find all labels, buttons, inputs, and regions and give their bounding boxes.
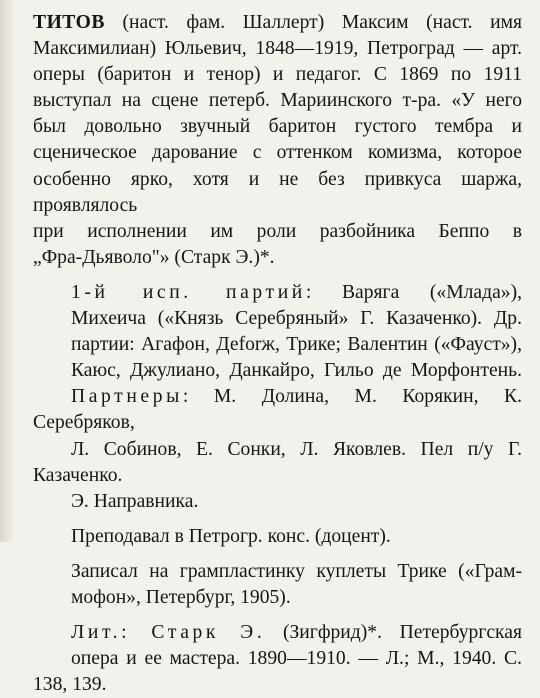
roles-label: 1-й исп. партий: [71, 281, 306, 303]
partners-line: Л. Собинов, Е. Сонки, Л. Яковлев. Пел п/у Г. Казаченко.: [33, 438, 522, 486]
bio-line: выступал на сцене петерб. Мариинского т-ра. «У него: [33, 90, 522, 112]
entry-literature: [33, 620, 522, 698]
roles-line: : Варяга («Млада»),: [305, 281, 522, 303]
literature-line: опера и ее мастера. 1890—1910. — Л.; М., 1940. С. 138, 139.: [33, 648, 522, 696]
recording-line: мофон», Петербург, 1905).: [71, 586, 291, 608]
literature-label: Лит.: Старк Э.: [71, 622, 266, 644]
partners-label: Партнеры: [71, 386, 183, 408]
bio-line: особенно ярко, хотя и не без привкуса шаржа, проявлялось: [33, 168, 522, 216]
entry-roles: [33, 280, 522, 515]
entry-teaching: [33, 524, 522, 550]
bio-line: при исполнении им роли разбойника Беппо в: [33, 220, 522, 242]
partners-line: Э. Направника.: [71, 490, 199, 512]
roles-line: Каюс, Джулиано, Данкайро, Гильо де Морфонтень.: [71, 360, 522, 382]
roles-line: Михеича («Князь Серебряный» Г. Казаченко). Др.: [71, 308, 522, 330]
bio-line: сценическое дарование с оттенком комизма, которое: [33, 142, 522, 164]
bio-line: Максимилиан) Юльевич, 1848—1919, Петроград — арт.: [33, 38, 522, 60]
partners-line: : М. Долина, М. Корякин, К. Серебряков,: [33, 386, 522, 434]
entry-headword: ТИТОВ: [33, 12, 105, 33]
bio-line: был довольно звучный баритон густого тембра и: [33, 116, 522, 138]
teaching-line: Преподавал в Петрогр. конс. (доцент).: [71, 525, 391, 547]
bio-line: „Фра-Дьяволо"» (Старк Э.)*.: [33, 246, 275, 268]
entry-recording: [33, 559, 522, 611]
roles-line: партии: Агафон, Деforж, Трике; Валентин («Фауст»),: [71, 334, 522, 356]
entry-biography: [33, 10, 522, 271]
bio-line: (наст. фам. Шаллерт) Максим (наст. имя: [104, 12, 522, 33]
literature-line: (Зигфрид)*. Петербургская: [265, 622, 522, 644]
recording-line: Записал на грампластинку куплеты Трике («Грам-: [71, 560, 522, 582]
bio-line: оперы (баритон и тенор) и педагог. С 1869 по 1911: [33, 64, 522, 86]
